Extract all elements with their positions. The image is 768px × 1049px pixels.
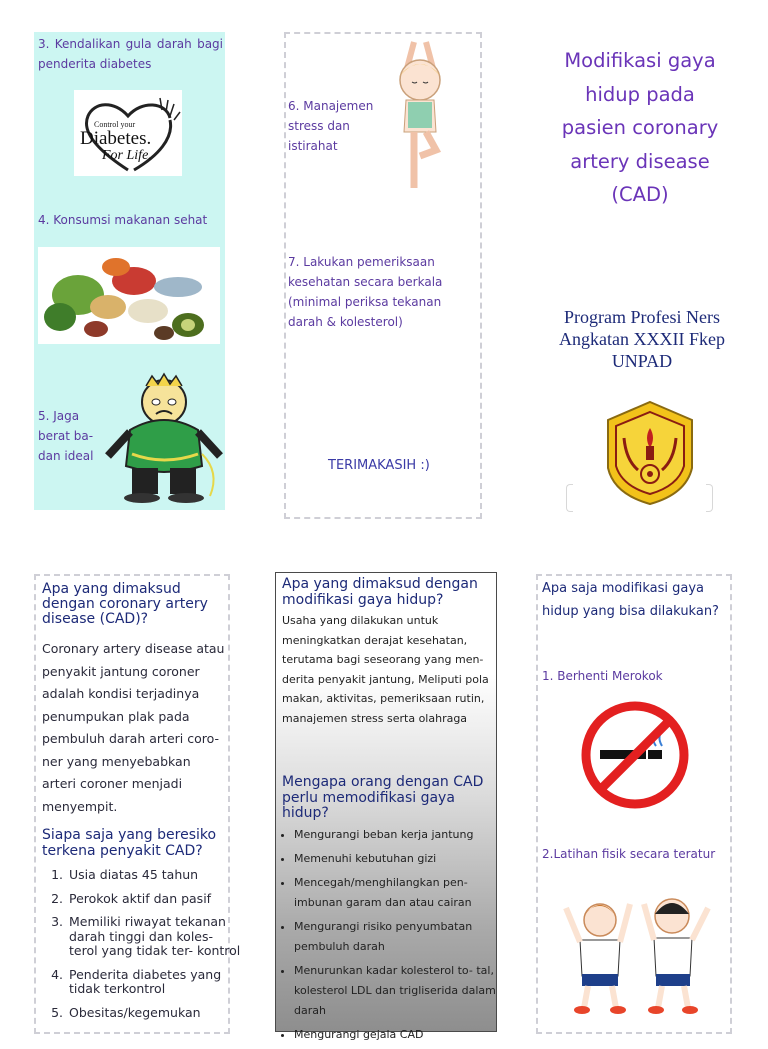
reason-item: • Memenuhi kebutuhan gizi [294, 849, 504, 869]
healthy-food-icon [38, 247, 220, 344]
diabetes-logo-line3: For Life. [102, 148, 152, 163]
risk-list [42, 868, 245, 1029]
item-2-text: 2.Latihan fisik secara teratur [542, 847, 716, 861]
risk-item: 4. Penderita diabetes yang tidak terkontrol [67, 968, 245, 997]
reason-item: • Mengurangi gejala CAD [294, 1025, 504, 1045]
yoga-girl-icon [384, 38, 456, 194]
reason-list [282, 825, 504, 1049]
reason-item: • Menurunkan kadar kolesterol to- tal, kolesterol LDL dan trigliserida dalam darah [294, 961, 504, 1021]
risk-item: 3. Memiliki riwayat tekanan darah tinggi dan koles- terol yang tidak ter- kontrol [67, 915, 245, 959]
panel-top-middle [284, 32, 482, 519]
question-why-modify: Mengapa orang dengan CAD perlu memodifikasi gaya hidup? [282, 774, 484, 821]
risk-item: 1. Usia diatas 45 tahun [67, 868, 245, 883]
item-3-text: 3. Kendalikan gula darah bagi penderita diabetes [38, 37, 223, 71]
risk-item: 5. Obesitas/kegemukan [67, 1006, 245, 1021]
item-6-text: 6. Manajemen stress dan istirahat [288, 99, 374, 153]
reason-item: • Mengurangi risiko penyumbatan pembuluh darah [294, 917, 504, 957]
seal-bracket-right-icon [706, 484, 713, 512]
question-cad-definition: Apa yang dimaksud dengan coronary artery disease (CAD)? [42, 581, 208, 627]
unpad-seal-icon [598, 398, 702, 508]
risk-item: 2. Perokok aktif dan pasif [67, 892, 245, 907]
panel-bottom-right [536, 574, 732, 1034]
cad-definition-text: Coronary artery disease atau penyakit jantung coroner adalah kondisi terjadinya penumpukan plak pada pembuluh darah arteri coro- ner yang menyebabkan arteri coroner menjadi menyempit. [42, 641, 225, 814]
item-5-text: 5. Jaga berat ba- dan ideal [38, 409, 94, 463]
diabetes-logo-line1: Control your [94, 120, 136, 129]
question-lifestyle-mod: Apa yang dimaksud dengan modifikasi gaya hidup? [282, 576, 478, 608]
panel-bottom-middle [275, 572, 497, 1041]
seal-bracket-left-icon [566, 484, 573, 512]
lifestyle-mod-definition: Usaha yang dilakukan untuk meningkatkan derajat kesehatan, terutama bagi seseorang yang men- derita penyakit jantung, Meliputi pola makan, aktivitas, pemeriksaan rutin, manajemen stress serta olahraga [282, 614, 489, 725]
diabetes-logo-icon [74, 90, 182, 176]
panel-bottom-left [34, 574, 241, 1034]
item-4-text: 4. Konsumsi makanan sehat [38, 213, 208, 227]
no-smoking-icon [580, 700, 690, 810]
reason-item: • Mengurangi beban kerja jantung [294, 825, 504, 845]
panel-top-right [540, 32, 740, 512]
overweight-man-icon [102, 372, 226, 504]
question-risk-groups: Siapa saja yang beresiko terkena penyakit CAD? [42, 827, 217, 859]
thanks-text: TERIMAKASIH :) [328, 458, 430, 473]
exercise-kids-icon [560, 890, 716, 1016]
reason-item: • Mencegah/menghilangkan pen- imbunan garam dan atau cairan [294, 873, 504, 913]
item-1-text: 1. Berhenti Merokok [542, 669, 663, 683]
diabetes-logo-line2: Diabetes. [80, 128, 152, 149]
question-what-modifications: Apa saja modifikasi gaya hidup yang bisa dilakukan? [542, 581, 719, 619]
item-7-text: 7. Lakukan pemeriksaan kesehatan secara berkala (minimal periksa tekanan darah & kolesterol) [288, 255, 443, 329]
brochure-title: Modifikasi gaya hidup pada pasien coronary artery disease (CAD) [561, 49, 719, 206]
program-text: Program Profesi Ners Angkatan XXXII Fkep UNPAD [559, 307, 725, 371]
panel-top-left [34, 32, 225, 510]
